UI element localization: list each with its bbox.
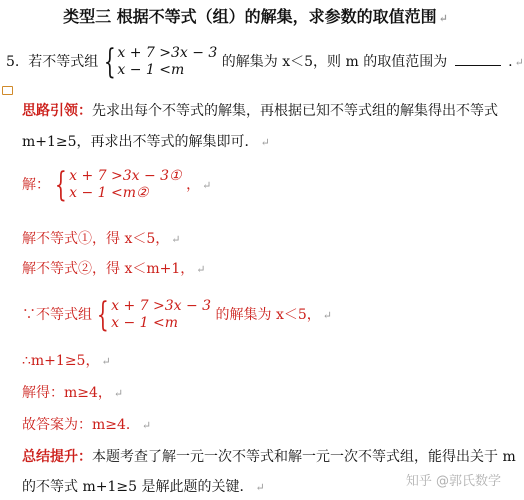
hint-label: 思路引领：: [22, 103, 92, 119]
inequality-2: x − 1 <m: [111, 315, 178, 331]
question-5: 5. 若不等式组 { x + 7 >3x − 3 x − 1 <m 的解集为 x＜5，则 m 的取值范围为 . ↵: [6, 42, 524, 82]
paragraph-mark: ↵: [438, 12, 448, 25]
edit-mark-icon: [2, 86, 13, 95]
hint-line-1: 思路引领：先求出每个不等式的解集，再根据已知不等式组的解集得出不等式: [22, 103, 498, 119]
solution-solve: 解得：m≥4， ↵: [22, 385, 124, 401]
solution-label: 解：: [22, 177, 50, 193]
inequality-1: x + 7 >3x − 3①: [69, 168, 182, 184]
inequality-system: [103, 42, 218, 82]
solution-step-1: 解不等式①，得 x＜5， ↵: [22, 231, 181, 247]
summary-line-2: 的不等式 m+1≥5 是解此题的关键． ↵: [22, 479, 265, 495]
left-brace: {: [97, 295, 110, 335]
answer-blank: [455, 53, 501, 66]
solution-system: 解： { x + 7 >3x − 3① x − 1 <m② ， ↵: [22, 165, 212, 205]
summary-label: 总结提升：: [22, 449, 92, 465]
inequality-2: x − 1 <m②: [69, 185, 149, 201]
solution-answer: 故答案为：m≥4． ↵: [22, 417, 152, 433]
left-brace: {: [55, 165, 68, 205]
solution-therefore: ∴m+1≥5， ↵: [22, 353, 111, 369]
solution-because: ∵不等式组 { x + 7 >3x − 3 x − 1 <m 的解集为 x＜5， ↵: [22, 295, 332, 335]
page-title: 类型三 根据不等式（组）的解集，求参数的取值范围 ↵: [63, 7, 448, 26]
watermark: 知乎 @郭氏数学: [405, 474, 501, 489]
inequality-2: x − 1 <m: [117, 62, 185, 78]
hint-line-2: m+1≥5，再求出不等式的解集即可． ↵: [22, 134, 270, 150]
left-brace: {: [103, 42, 116, 82]
inequality-1: x + 7 >3x − 3: [117, 45, 218, 61]
inequality-1: x + 7 >3x − 3: [111, 298, 212, 314]
summary-line-1: 总结提升：本题考查了解一元一次不等式和解一元一次不等式组，能得出关于 m: [22, 449, 516, 465]
solution-step-2: 解不等式②，得 x＜m+1， ↵: [22, 261, 206, 277]
question-number: 5.: [6, 54, 20, 70]
